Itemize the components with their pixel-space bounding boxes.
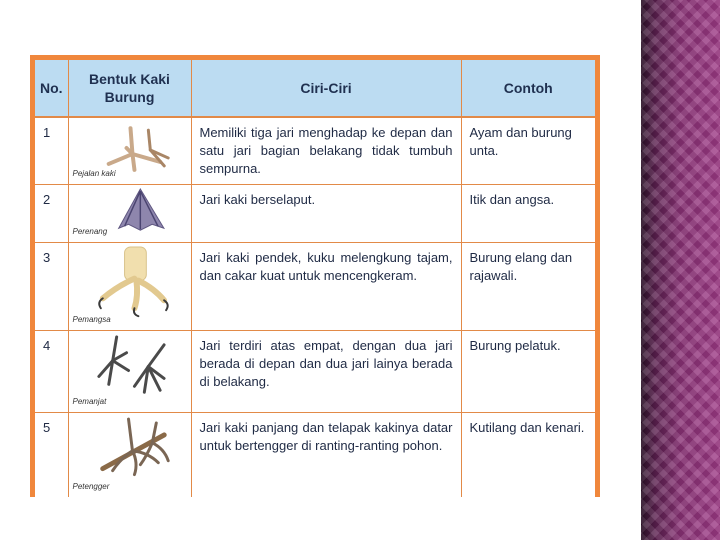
header-shape-line2: Burung: [104, 89, 155, 105]
foot-shape-cell: [68, 413, 191, 497]
row-number: 1: [35, 117, 68, 185]
foot-label: Pejalan kaki: [72, 169, 116, 178]
features-cell: Jari kaki panjang dan telapak kakinya datar untuk bertengger di ranting-ranting pohon.: [191, 413, 461, 497]
foot-shape-cell: [68, 117, 191, 185]
table-frame: [30, 55, 600, 497]
foot-shape-cell: [68, 243, 191, 331]
bird-feet-table: [35, 60, 595, 497]
foot-shape-cell: [68, 331, 191, 413]
foot-label: Perenang: [72, 227, 108, 236]
foot-shape-cell: [68, 185, 191, 243]
table-row: [35, 413, 595, 497]
header-example: Contoh: [461, 60, 595, 117]
example-cell: Itik dan angsa.: [461, 185, 595, 243]
table-row: [35, 185, 595, 243]
table-header-row: [35, 60, 595, 117]
features-cell: Jari kaki pendek, kuku melengkung tajam, dan cakar kuat untuk mencengkeram.: [191, 243, 461, 331]
features-cell: Memiliki tiga jari menghadap ke depan dan satu jari bagian belakang tidak tumbuh sempurna.: [191, 117, 461, 185]
foot-label: Petengger: [72, 481, 110, 491]
features-cell: Jari kaki berselaput.: [191, 185, 461, 243]
row-number: 4: [35, 331, 68, 413]
example-cell: Ayam dan burung unta.: [461, 117, 595, 185]
table-row: [35, 117, 595, 185]
example-cell: Burung elang dan rajawali.: [461, 243, 595, 331]
decorative-side-band: [641, 0, 720, 540]
header-features: Ciri-Ciri: [191, 60, 461, 117]
row-number: 3: [35, 243, 68, 331]
features-cell: Jari terdiri atas empat, dengan dua jari berada di depan dan dua jari lainya berada di belakang.: [191, 331, 461, 413]
foot-label: Pemangsa: [72, 315, 111, 324]
example-cell: Kutilang dan kenari.: [469, 420, 585, 435]
table-row: [35, 243, 595, 331]
row-number: 2: [35, 185, 68, 243]
header-shape-line1: Bentuk Kaki: [89, 71, 170, 87]
row-number: 5: [35, 413, 68, 497]
example-cell: Burung pelatuk.: [461, 331, 595, 413]
foot-label: Pemanjat: [72, 397, 107, 406]
header-no: No.: [35, 60, 68, 117]
table-row: [35, 331, 595, 413]
header-shape: [68, 60, 191, 117]
